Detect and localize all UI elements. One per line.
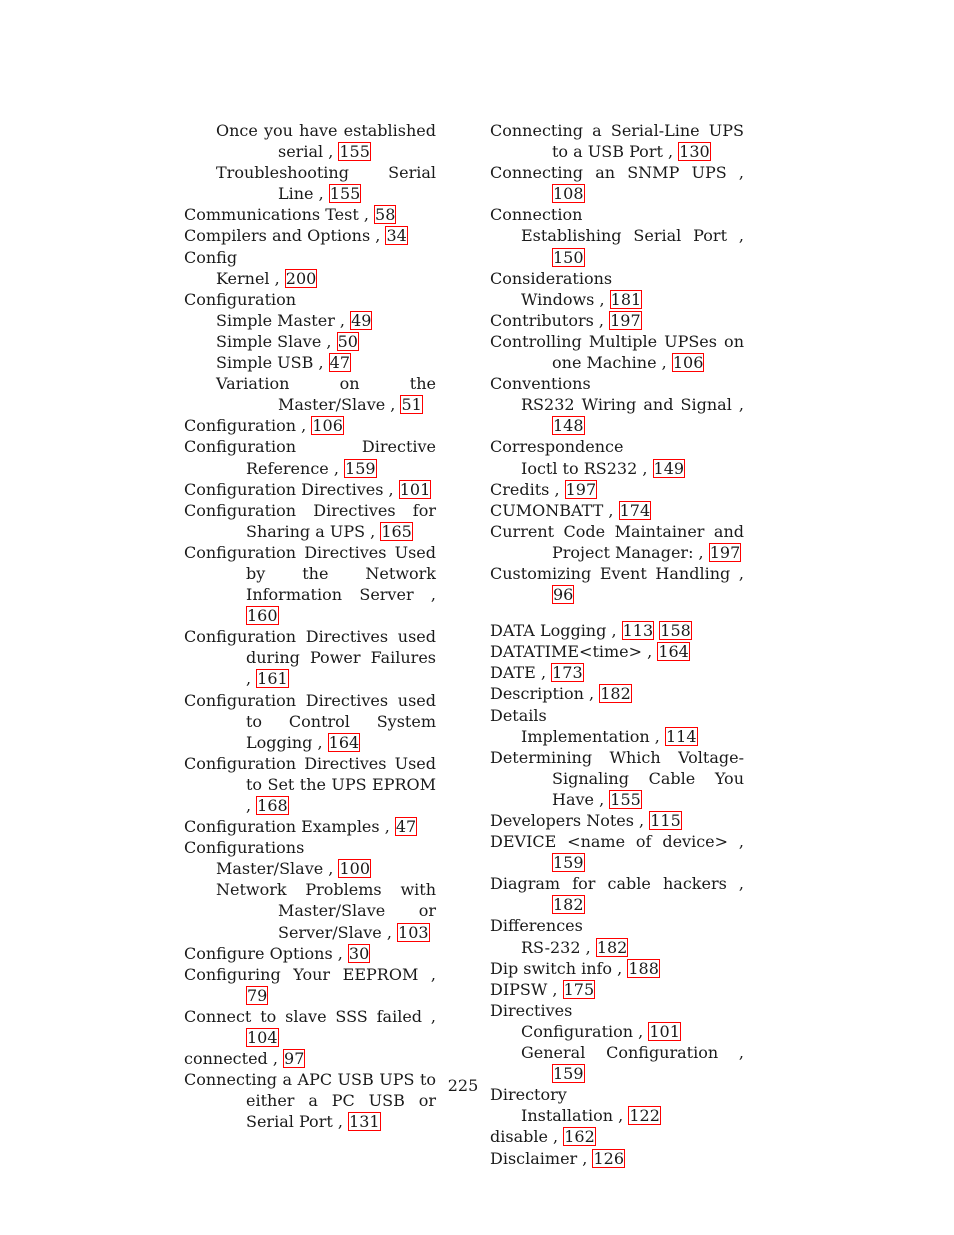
index-term: RS-232 [521,937,581,957]
index-term: Implementation [521,726,650,746]
index-entry: Customizing Event Handling , 96 [490,563,745,605]
index-subentry: Once you have established serial , 155 [216,121,436,162]
page-link[interactable]: 155 [339,142,370,162]
index-entry [490,204,744,225]
page-link[interactable]: 122 [629,1106,660,1126]
index-term: Configuration [184,289,297,309]
index-term: Configuration Examples [184,817,380,837]
index-term: Considerations [490,268,613,288]
page-link[interactable]: 155 [610,789,641,809]
index-term: Establishing Serial Port [521,226,728,246]
page-link[interactable]: 165 [381,521,412,541]
index-subentry: Troubleshooting Serial Line , 155 [216,163,436,204]
index-term: Config [184,247,238,267]
index-subentry: Configuration , 101 [521,1021,680,1041]
index-subentry: Simple Master , 49 [216,310,372,330]
page-link[interactable]: 181 [610,289,642,309]
index-term: Disclaimer [490,1148,578,1168]
index-term: Current Code Maintainer and Project Manager: [490,521,744,562]
index-entry: Connecting a APC USB UPS to either a PC USB or Serial Port , 131 [184,1070,436,1132]
index-entry: Configuration Directives Used by the Network Information Server , 160 [184,542,437,626]
index-entry [490,705,744,726]
page-link[interactable]: 149 [653,458,685,478]
index-entry [490,268,744,289]
index-entry: Configuration Examples , 47 [184,817,417,837]
index-entry [490,1000,744,1021]
index-term: CUMONBATT [490,500,604,520]
page-link[interactable]: 30 [348,943,370,963]
index-subentry: Simple Slave , 50 [216,331,358,351]
index-term: Installation [521,1106,614,1126]
index-entry: disable , 162 [490,1127,595,1147]
index-term: Credits [490,479,550,499]
index-subentry: Establishing Serial Port , 150 [521,226,745,267]
index-subentry: Implementation , 114 [521,726,697,746]
page-link[interactable]: 114 [665,726,697,746]
page-link[interactable]: 58 [375,205,396,225]
index-entry: DATA Logging , 113 158 [490,621,691,641]
index-term: Once you have established serial [216,121,436,162]
page-link[interactable]: 173 [552,663,583,683]
index-entry [184,289,436,310]
page-link[interactable]: 130 [679,142,710,162]
index-term: Description [490,684,584,704]
page-link[interactable]: 159 [345,458,376,478]
index-term: Simple Master [216,310,335,330]
index-entry: Configuration Directives , 101 [184,479,431,499]
index-term: DATATIME<time> [490,642,643,662]
index-entry: DIPSW , 175 [490,979,595,999]
page-link[interactable]: 160 [247,606,278,626]
page-link[interactable]: 159 [553,1064,584,1084]
index-term: Connect to slave SSS failed [184,1006,423,1026]
index-term: Configure Options [184,943,333,963]
page-link[interactable]: 182 [600,684,631,704]
index-entry [490,915,744,936]
page-link[interactable]: 50 [337,331,358,351]
page-link[interactable]: 161 [257,669,288,689]
page-link[interactable]: 104 [247,1028,278,1048]
index-term: Configuration Directives used during Power Failures [184,627,436,668]
page-number: 225 [447,1076,479,1095]
index-term: Communications Test [184,205,359,225]
index-subentry: Kernel , 200 [216,268,317,288]
index-term: Configurations [184,838,305,858]
index-term: Configuration Directives Used by the Network Information Server [184,542,436,605]
index-entry [184,247,436,268]
index-term: Controlling Multiple UPSes on one Machine [490,331,744,373]
index-term: Diagram for cable hackers [490,874,727,894]
index-entry: Connect to slave SSS failed , 104 [184,1006,436,1048]
index-term: DATE [490,663,536,683]
index-subentry: RS-232 , 182 [521,937,628,957]
page-link[interactable]: 49 [351,310,372,330]
index-entry: Compilers and Options , 34 [184,226,407,246]
index-entry: Dip switch info , 188 [490,958,659,978]
index-term: Connecting a APC USB UPS to either a PC USB or Serial Port [184,1070,436,1132]
page-link[interactable]: 47 [329,353,350,373]
page-link[interactable]: 79 [247,985,268,1005]
page-link[interactable]: 113 [622,621,654,641]
page-link[interactable]: 51 [401,395,422,415]
index-term: Connecting a Serial-Line UPS to a USB Port [490,121,744,162]
index-subentry: Network Problems with Master/Slave or Server/Slave , 103 [216,880,436,942]
index-term: Contributors [490,310,594,330]
index-entry: Configuration Directives Used to Set the UPS EPROM , 168 [184,753,436,815]
index-subentry: Variation on the Master/Slave , 51 [216,374,436,415]
page-link[interactable]: 188 [628,958,659,978]
page-link[interactable]: 158 [660,621,691,641]
index-entry: Connecting a Serial-Line UPS to a USB Port , 130 [490,121,744,162]
index-entry: DEVICE <name of device> , 159 [490,832,744,873]
index-term: connected [184,1049,268,1069]
index-term: DATA Logging [490,621,607,641]
index-column-left [184,120,436,1133]
index-column-right [490,120,744,1169]
index-term: Master/Slave [216,859,324,879]
page-link[interactable]: 162 [564,1127,595,1147]
index-entry: Determining Which Voltage-Signaling Cable You Have , 155 [490,747,744,809]
index-term: Differences [490,916,583,936]
index-subentry: Master/Slave , 100 [216,859,371,879]
index-entry: CUMONBATT , 174 [490,500,651,520]
index-term: Simple USB [216,353,314,373]
page-link[interactable]: 101 [649,1021,680,1041]
page-link[interactable]: 168 [257,796,288,815]
index-term: Connection [490,205,583,225]
index-entry: connected , 97 [184,1049,305,1069]
index-entry [490,436,744,457]
index-subentry: Simple USB , 47 [216,353,350,373]
index-term: Determining Which Voltage-Signaling Cable You Have [490,747,744,809]
page-link[interactable]: 100 [339,859,371,879]
index-entry: Current Code Maintainer and Project Manager: , 197 [490,521,744,562]
index-term: Configuration Directives [184,479,384,499]
index-subentry: RS232 Wiring and Signal , 148 [521,395,744,436]
index-term: General Configuration [521,1043,719,1063]
index-entry: Configuration Directive Reference , 159 [184,437,436,478]
index-term: Kernel [216,268,270,288]
page-link[interactable]: 150 [553,247,584,267]
page-link[interactable]: 97 [284,1049,305,1069]
page-link[interactable]: 164 [328,732,360,752]
index-term: Directory [490,1085,567,1105]
page-link[interactable]: 115 [650,811,681,830]
index-entry: Configuration Directives used to Control System Logging , 164 [184,690,436,752]
page-link[interactable]: 148 [553,416,584,436]
index-entry: Developers Notes , 115 [490,811,681,830]
page-link[interactable]: 108 [553,184,584,204]
index-term: Customizing Event Handling [490,563,731,583]
index-term: Simple Slave [216,331,322,351]
index-term: Configuration [521,1021,634,1041]
index-term: Configuration Directives for Sharing a UPS [184,500,436,541]
index-term: Compilers and Options [184,226,371,246]
index-term: Configuration Directives used to Control System Logging [184,690,436,752]
index-term: Developers Notes [490,811,634,830]
index-entry: Description , 182 [490,684,631,704]
index-term: Troubleshooting Serial Line [216,163,436,204]
index-entry: Configuring Your EEPROM , 79 [184,964,437,1005]
index-term: Connecting an SNMP UPS [490,163,727,183]
index-subentry: Ioctl to RS232 , 149 [521,458,685,478]
page-link[interactable]: 96 [553,585,574,605]
page-link[interactable]: 131 [349,1112,380,1132]
index-entry: Configuration Directives for Sharing a UPS , 165 [184,500,436,541]
page-link[interactable]: 197 [610,310,641,330]
index-term: RS232 Wiring and Signal [521,395,732,415]
page-link[interactable]: 197 [565,479,597,499]
page-link[interactable]: 47 [395,817,417,837]
index-term: Configuration [184,416,297,436]
page-link[interactable]: 106 [672,353,704,373]
index-entry: Contributors , 197 [490,310,641,330]
index-term: Details [490,705,547,725]
index-subentry: Installation , 122 [521,1106,660,1126]
index-term: DEVICE <name of device> [490,832,729,852]
index-subentry: General Configuration , 159 [521,1043,744,1084]
page-link[interactable]: 175 [563,979,595,999]
page-link[interactable]: 200 [285,268,317,288]
index-term: DIPSW [490,979,548,999]
index-term: Network Problems with Master/Slave or Server/Slave [216,880,436,942]
index-entry: Communications Test , 58 [184,205,396,225]
index-term: Windows [521,289,595,309]
index-entry [490,373,744,394]
index-term: disable [490,1127,548,1147]
page-link[interactable]: 164 [658,642,689,662]
index-entry: DATE , 173 [490,663,583,683]
index-entry: Diagram for cable hackers , 182 [490,874,744,915]
index-term: Ioctl to RS232 [521,458,638,478]
page-link[interactable]: 101 [399,479,431,499]
page-link[interactable]: 126 [593,1148,624,1168]
index-entry: Configure Options , 30 [184,943,370,963]
page-link[interactable]: 106 [312,416,343,436]
page-link[interactable]: 34 [386,226,407,246]
index-term: Correspondence [490,437,624,457]
index-entry: Disclaimer , 126 [490,1148,624,1168]
index-term: Directives [490,1000,573,1020]
page-link[interactable]: 103 [398,922,429,942]
index-entry: Credits , 197 [490,479,597,499]
index-term: Dip switch info [490,958,613,978]
page-link[interactable]: 182 [553,895,584,915]
index-section-gap [490,605,744,620]
index-term: Configuration Directives Used to Set the UPS EPROM [184,753,436,794]
index-entry: Configuration Directives used during Power Failures , 161 [184,627,436,689]
index-entry: Controlling Multiple UPSes on one Machine , 106 [490,331,744,373]
index-term: Configuring Your EEPROM [184,964,419,984]
index-entry: Configuration , 106 [184,416,343,436]
page-link[interactable]: 155 [329,184,361,204]
page-link[interactable]: 182 [596,937,628,957]
index-term: Variation on the Master/Slave [216,374,436,415]
index-term: Conventions [490,374,591,394]
index-term: Configuration Directive Reference [184,437,436,478]
index-entry [184,837,436,858]
index-subentry: Windows , 181 [521,289,642,309]
page-link[interactable]: 197 [709,542,741,562]
page-link[interactable]: 174 [619,500,651,520]
page-link[interactable]: 159 [553,853,584,873]
index-entry: Connecting an SNMP UPS , 108 [490,163,745,204]
index-entry: DATATIME<time> , 164 [490,642,689,662]
